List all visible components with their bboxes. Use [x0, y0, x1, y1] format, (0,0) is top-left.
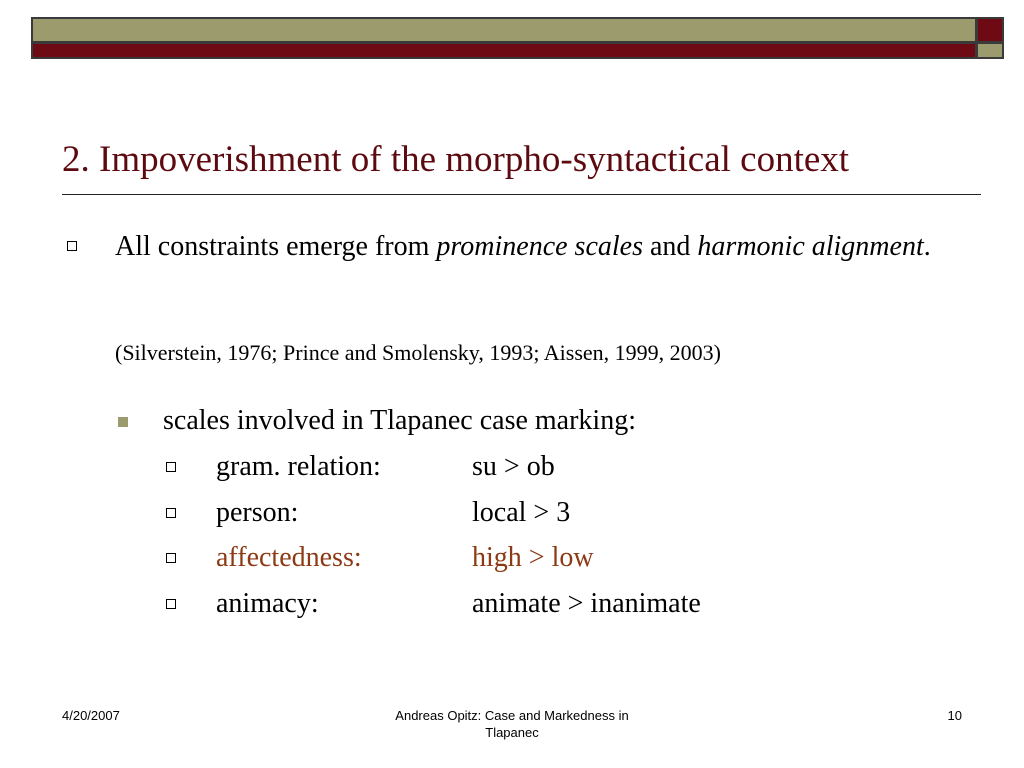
citation: (Silverstein, 1976; Prince and Smolensky, 1993; Aissen, 1999, 2003)	[115, 340, 721, 365]
scale-label: person:	[216, 497, 299, 528]
scale-label: gram. relation:	[216, 451, 381, 482]
header-square-maroon	[976, 17, 1004, 43]
scale-value: animate > inanimate	[472, 588, 701, 619]
footer-center-line2: Tlapanec	[485, 725, 539, 740]
footer-page-number: 10	[947, 708, 962, 723]
title-divider	[62, 194, 981, 195]
scale-row-gram-relation	[216, 450, 555, 484]
sub-bullet-text: scales involved in Tlapanec case marking:	[163, 405, 636, 436]
hollow-square-bullet-icon	[166, 508, 176, 518]
scale-label: affectedness:	[216, 542, 362, 573]
scale-label: animacy:	[216, 588, 319, 619]
slide-title: 2. Impoverishment of the morpho-syntactical context	[62, 139, 850, 180]
header-bar-olive	[31, 17, 977, 43]
scale-value: su > ob	[472, 451, 555, 482]
hollow-square-bullet-icon	[166, 599, 176, 609]
header-bar-maroon	[31, 42, 977, 59]
hollow-square-bullet-icon	[67, 241, 77, 251]
header-square-olive	[976, 42, 1004, 59]
emphasis-prominence-scales: prominence scales	[436, 231, 643, 262]
scale-row-affectedness	[216, 541, 594, 575]
footer-date: 4/20/2007	[62, 708, 120, 723]
scale-row-person	[216, 496, 570, 530]
scale-value: local > 3	[472, 497, 571, 528]
scale-value: high > low	[472, 542, 594, 573]
hollow-square-bullet-icon	[166, 462, 176, 472]
emphasis-harmonic-alignment: harmonic alignment	[697, 231, 924, 262]
footer-center	[352, 707, 672, 741]
footer-center-line1: Andreas Opitz: Case and Markedness in	[395, 708, 629, 723]
bullet-main-text: All constraints emerge from prominence scales and harmonic alignment.	[115, 231, 931, 262]
scale-row-animacy	[216, 587, 701, 621]
filled-square-bullet-icon	[118, 417, 128, 427]
hollow-square-bullet-icon	[166, 553, 176, 563]
